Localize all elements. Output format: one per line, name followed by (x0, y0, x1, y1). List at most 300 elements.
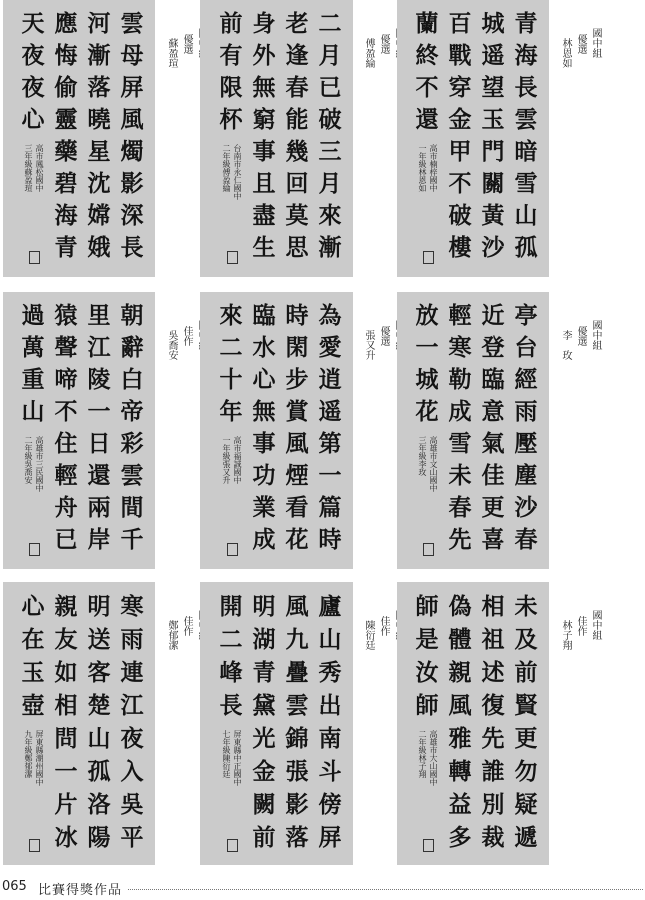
calligraphy-column (18, 8, 48, 264)
calligraphy-character: 辭 (120, 334, 144, 361)
signature-line: 屏東縣潮州國中 (35, 730, 44, 786)
calligraphy-character: 一 (54, 758, 78, 785)
calligraphy-text (411, 300, 541, 556)
calligraphy-character: 嫦 (87, 202, 111, 229)
calligraphy-character: 幾 (285, 138, 309, 165)
calligraphy-character: 江 (120, 692, 144, 719)
calligraphy-character: 親 (448, 659, 472, 686)
calligraphy-character: 二 (318, 10, 342, 37)
seal-stamp (29, 839, 40, 852)
calligraphy-character: 祖 (481, 626, 505, 653)
calligraphy-character: 終 (415, 42, 439, 69)
calligraphy-character: 青 (252, 659, 276, 686)
award-label (558, 610, 603, 650)
calligraphy-character: 且 (252, 170, 276, 197)
calligraphy-character: 別 (481, 791, 505, 818)
calligraphy-column (51, 300, 81, 556)
calligraphy-column (412, 300, 442, 556)
calligraphy-character: 亭 (514, 302, 538, 329)
calligraphy-character: 吳 (120, 791, 144, 818)
calligraphy-character: 母 (120, 42, 144, 69)
calligraphy-character: 山 (21, 398, 45, 425)
artist-signature (222, 436, 242, 484)
signature-line: 高雄市大山國中 (429, 730, 438, 786)
calligraphy-character: 來 (219, 302, 243, 329)
calligraphy-character: 春 (285, 74, 309, 101)
calligraphy-character: 風 (285, 593, 309, 620)
signature-line: 三年級蘇盈瑄 (24, 144, 33, 192)
calligraphy-character: 無 (252, 74, 276, 101)
award-level: 優選 (378, 326, 389, 346)
calligraphy-character: 誰 (481, 758, 505, 785)
calligraphy-character: 風 (448, 692, 472, 719)
calligraphy-character: 述 (481, 659, 505, 686)
calligraphy-character: 錦 (285, 725, 309, 752)
calligraphy-panel (200, 0, 353, 277)
calligraphy-column (216, 300, 246, 556)
calligraphy-character: 已 (318, 74, 342, 101)
calligraphy-character: 成 (448, 398, 472, 425)
calligraphy-character: 曉 (87, 106, 111, 133)
calligraphy-character: 還 (415, 106, 439, 133)
calligraphy-character: 白 (120, 366, 144, 393)
calligraphy-character: 長 (514, 74, 538, 101)
calligraphy-character: 傍 (318, 791, 342, 818)
calligraphy-character: 出 (318, 692, 342, 719)
award-level: 優選 (575, 326, 586, 346)
calligraphy-character: 盡 (252, 202, 276, 229)
calligraphy-character: 金 (252, 758, 276, 785)
calligraphy-character: 意 (481, 398, 505, 425)
calligraphy-character: 先 (448, 526, 472, 553)
signature-line: 高市楠梓國中 (429, 144, 438, 192)
calligraphy-character: 猿 (54, 302, 78, 329)
calligraphy-character: 一 (318, 462, 342, 489)
calligraphy-character: 不 (54, 398, 78, 425)
calligraphy-character: 九 (285, 626, 309, 653)
calligraphy-character: 岸 (87, 526, 111, 553)
seal-stamp (423, 839, 434, 852)
signature-line: 高市鳳松國中 (35, 144, 44, 192)
calligraphy-character: 前 (252, 824, 276, 851)
award-group: 國中組 (590, 320, 601, 350)
calligraphy-character: 里 (87, 302, 111, 329)
calligraphy-character: 汝 (415, 659, 439, 686)
calligraphy-character: 體 (448, 626, 472, 653)
calligraphy-character: 前 (514, 659, 538, 686)
award-level: 佳作 (181, 616, 192, 636)
calligraphy-character: 二 (219, 626, 243, 653)
calligraphy-character: 遥 (481, 42, 505, 69)
calligraphy-character: 壺 (21, 692, 45, 719)
calligraphy-character: 啼 (54, 366, 78, 393)
calligraphy-character: 暗 (514, 138, 538, 165)
calligraphy-character: 落 (87, 74, 111, 101)
calligraphy-character: 影 (285, 791, 309, 818)
calligraphy-character: 日 (87, 430, 111, 457)
calligraphy-character: 光 (252, 725, 276, 752)
signature-line: 三年級李玫 (418, 436, 427, 476)
calligraphy-character: 無 (252, 398, 276, 425)
calligraphy-column (282, 300, 312, 556)
calligraphy-column (478, 300, 508, 556)
calligraphy-character: 未 (514, 593, 538, 620)
calligraphy-character: 篇 (318, 494, 342, 521)
calligraphy-character: 身 (252, 10, 276, 37)
calligraphy-character: 是 (415, 626, 439, 653)
calligraphy-character: 南 (318, 725, 342, 752)
calligraphy-column (216, 8, 246, 264)
seal-stamp (423, 251, 434, 264)
calligraphy-character: 喜 (481, 526, 505, 553)
calligraphy-character: 窮 (252, 106, 276, 133)
calligraphy-column (478, 590, 508, 854)
calligraphy-character: 經 (514, 366, 538, 393)
signature-line: 高市福誠國中 (233, 436, 242, 484)
calligraphy-character: 漸 (87, 42, 111, 69)
calligraphy-character: 風 (285, 430, 309, 457)
artist-name: 蘇盈瑄 (166, 38, 177, 68)
calligraphy-character: 青 (54, 234, 78, 261)
calligraphy-character: 不 (448, 170, 472, 197)
calligraphy-character: 師 (415, 593, 439, 620)
calligraphy-character: 十 (219, 366, 243, 393)
calligraphy-character: 明 (252, 593, 276, 620)
footer-dotted-rule (128, 889, 643, 890)
calligraphy-character: 為 (318, 302, 342, 329)
calligraphy-character: 天 (21, 10, 45, 37)
calligraphy-character: 送 (87, 626, 111, 653)
signature-line: 高雄市三民國中 (35, 436, 44, 492)
artist-name: 李 玫 (560, 330, 571, 360)
calligraphy-character: 疑 (514, 791, 538, 818)
calligraphy-character: 先 (481, 725, 505, 752)
calligraphy-character: 長 (120, 234, 144, 261)
calligraphy-character: 山 (87, 725, 111, 752)
calligraphy-character: 花 (285, 526, 309, 553)
artist-signature (418, 436, 438, 492)
calligraphy-character: 輕 (448, 302, 472, 329)
calligraphy-text (215, 590, 345, 854)
calligraphy-panel (200, 292, 353, 569)
calligraphy-character: 峰 (219, 659, 243, 686)
award-group: 國中組 (590, 28, 601, 58)
calligraphy-character: 間 (120, 494, 144, 521)
calligraphy-character: 明 (87, 593, 111, 620)
calligraphy-character: 山 (514, 202, 538, 229)
calligraphy-character: 功 (252, 462, 276, 489)
award-label (558, 320, 603, 360)
calligraphy-character: 楚 (87, 692, 111, 719)
calligraphy-character: 步 (285, 366, 309, 393)
calligraphy-character: 千 (120, 526, 144, 553)
calligraphy-character: 莫 (285, 202, 309, 229)
calligraphy-character: 雲 (120, 10, 144, 37)
artist-name: 鄭郁潔 (166, 620, 177, 650)
calligraphy-character: 客 (87, 659, 111, 686)
calligraphy-character: 問 (54, 725, 78, 752)
calligraphy-character: 逍 (318, 366, 342, 393)
calligraphy-character: 有 (219, 42, 243, 69)
calligraphy-column (249, 590, 279, 854)
calligraphy-character: 賢 (514, 692, 538, 719)
calligraphy-panel (3, 582, 155, 865)
calligraphy-column (84, 300, 114, 556)
calligraphy-character: 心 (252, 366, 276, 393)
calligraphy-character: 雲 (514, 106, 538, 133)
calligraphy-text (215, 8, 345, 264)
calligraphy-panel (200, 582, 353, 865)
calligraphy-character: 能 (285, 106, 309, 133)
calligraphy-character: 雲 (285, 692, 309, 719)
calligraphy-column (84, 590, 114, 854)
calligraphy-character: 成 (252, 526, 276, 553)
award-level: 優選 (575, 34, 586, 54)
calligraphy-character: 心 (21, 593, 45, 620)
seal-stamp (227, 543, 238, 556)
calligraphy-character: 偽 (448, 593, 472, 620)
calligraphy-character: 破 (448, 202, 472, 229)
award-level: 優選 (378, 34, 389, 54)
calligraphy-character: 親 (54, 593, 78, 620)
calligraphy-column (117, 300, 147, 556)
calligraphy-character: 回 (285, 170, 309, 197)
calligraphy-character: 相 (54, 692, 78, 719)
calligraphy-character: 雪 (514, 170, 538, 197)
artist-name: 張又升 (363, 330, 374, 360)
calligraphy-character: 孤 (87, 758, 111, 785)
calligraphy-character: 事 (252, 430, 276, 457)
calligraphy-character: 生 (252, 234, 276, 261)
calligraphy-character: 寒 (120, 593, 144, 620)
calligraphy-character: 佳 (481, 462, 505, 489)
calligraphy-character: 屏 (318, 824, 342, 851)
calligraphy-character: 湖 (252, 626, 276, 653)
calligraphy-character: 三 (318, 138, 342, 165)
seal-stamp (29, 251, 40, 264)
calligraphy-column (412, 8, 442, 264)
calligraphy-character: 閑 (285, 334, 309, 361)
calligraphy-column (18, 300, 48, 556)
calligraphy-column (117, 590, 147, 854)
calligraphy-character: 孤 (514, 234, 538, 261)
calligraphy-column (315, 300, 345, 556)
calligraphy-character: 青 (514, 10, 538, 37)
calligraphy-character: 玉 (481, 106, 505, 133)
calligraphy-character: 藥 (54, 138, 78, 165)
calligraphy-character: 時 (318, 526, 342, 553)
calligraphy-character: 闕 (252, 791, 276, 818)
award-label (558, 28, 603, 68)
calligraphy-column (511, 8, 541, 264)
calligraphy-character: 輕 (54, 462, 78, 489)
signature-line: 高雄市文山國中 (429, 436, 438, 492)
calligraphy-character: 海 (54, 202, 78, 229)
signature-line: 屏東縣中正國中 (233, 730, 242, 786)
calligraphy-character: 住 (54, 430, 78, 457)
calligraphy-character: 逢 (285, 42, 309, 69)
calligraphy-character: 裁 (481, 824, 505, 851)
calligraphy-column (249, 300, 279, 556)
calligraphy-character: 雪 (448, 430, 472, 457)
signature-line: 台南市永仁國中 (233, 144, 242, 200)
calligraphy-character: 限 (219, 74, 243, 101)
calligraphy-character: 外 (252, 42, 276, 69)
calligraphy-character: 帝 (120, 398, 144, 425)
calligraphy-character: 張 (285, 758, 309, 785)
calligraphy-character: 時 (285, 302, 309, 329)
artist-name: 傅盈綸 (363, 38, 374, 68)
signature-line: 七年級陳衍廷 (222, 730, 231, 778)
calligraphy-character: 彩 (120, 430, 144, 457)
calligraphy-character: 偷 (54, 74, 78, 101)
calligraphy-character: 沈 (87, 170, 111, 197)
calligraphy-character: 在 (21, 626, 45, 653)
calligraphy-character: 應 (54, 10, 78, 37)
calligraphy-character: 金 (448, 106, 472, 133)
calligraphy-character: 入 (120, 758, 144, 785)
calligraphy-character: 杯 (219, 106, 243, 133)
calligraphy-character: 看 (285, 494, 309, 521)
calligraphy-character: 還 (87, 462, 111, 489)
artist-signature (418, 730, 438, 786)
calligraphy-panel (397, 0, 549, 277)
calligraphy-character: 雅 (448, 725, 472, 752)
award-level: 佳作 (181, 326, 192, 346)
calligraphy-column (445, 300, 475, 556)
calligraphy-column (315, 8, 345, 264)
calligraphy-column (511, 300, 541, 556)
calligraphy-panel (3, 0, 155, 277)
calligraphy-character: 百 (448, 10, 472, 37)
calligraphy-character: 思 (285, 234, 309, 261)
calligraphy-text (411, 590, 541, 854)
calligraphy-character: 星 (87, 138, 111, 165)
calligraphy-character: 夜 (21, 42, 45, 69)
calligraphy-character: 遥 (318, 398, 342, 425)
calligraphy-character: 山 (318, 626, 342, 653)
calligraphy-character: 台 (514, 334, 538, 361)
calligraphy-character: 屏 (120, 74, 144, 101)
calligraphy-character: 如 (54, 659, 78, 686)
calligraphy-character: 海 (514, 42, 538, 69)
calligraphy-text (17, 8, 147, 264)
calligraphy-character: 陵 (87, 366, 111, 393)
calligraphy-character: 愛 (318, 334, 342, 361)
calligraphy-character: 花 (415, 398, 439, 425)
calligraphy-character: 不 (415, 74, 439, 101)
calligraphy-column (445, 8, 475, 264)
calligraphy-character: 長 (219, 692, 243, 719)
calligraphy-character: 秀 (318, 659, 342, 686)
calligraphy-character: 樓 (448, 234, 472, 261)
calligraphy-character: 一 (87, 398, 111, 425)
calligraphy-character: 雲 (120, 462, 144, 489)
calligraphy-character: 塵 (514, 462, 538, 489)
artist-signature (222, 730, 242, 786)
calligraphy-character: 朝 (120, 302, 144, 329)
award-group: 國中組 (590, 610, 601, 640)
calligraphy-character: 來 (318, 202, 342, 229)
calligraphy-column (445, 590, 475, 854)
calligraphy-character: 冰 (54, 824, 78, 851)
calligraphy-column (282, 8, 312, 264)
calligraphy-character: 陽 (87, 824, 111, 851)
calligraphy-column (315, 590, 345, 854)
calligraphy-character: 黃 (481, 202, 505, 229)
artist-signature (24, 436, 44, 492)
calligraphy-character: 燭 (120, 138, 144, 165)
award-level: 優選 (181, 34, 192, 54)
calligraphy-character: 影 (120, 170, 144, 197)
calligraphy-character: 前 (219, 10, 243, 37)
calligraphy-character: 娥 (87, 234, 111, 261)
calligraphy-character: 萬 (21, 334, 45, 361)
calligraphy-character: 兩 (87, 494, 111, 521)
calligraphy-text (215, 300, 345, 556)
calligraphy-character: 平 (120, 824, 144, 851)
page-footer (0, 876, 645, 898)
calligraphy-character: 斗 (318, 758, 342, 785)
calligraphy-character: 臨 (252, 302, 276, 329)
calligraphy-character: 及 (514, 626, 538, 653)
calligraphy-character: 勒 (448, 366, 472, 393)
artist-signature (24, 144, 44, 192)
calligraphy-character: 已 (54, 526, 78, 553)
calligraphy-character: 悔 (54, 42, 78, 69)
calligraphy-character: 第 (318, 430, 342, 457)
calligraphy-character: 月 (318, 42, 342, 69)
calligraphy-character: 業 (252, 494, 276, 521)
calligraphy-character: 煙 (285, 462, 309, 489)
calligraphy-character: 片 (54, 791, 78, 818)
seal-stamp (423, 543, 434, 556)
calligraphy-character: 水 (252, 334, 276, 361)
calligraphy-panel (3, 292, 155, 569)
calligraphy-character: 聲 (54, 334, 78, 361)
calligraphy-character: 甲 (448, 138, 472, 165)
calligraphy-character: 玉 (21, 659, 45, 686)
calligraphy-character: 遞 (514, 824, 538, 851)
calligraphy-character: 復 (481, 692, 505, 719)
calligraphy-character: 年 (219, 398, 243, 425)
calligraphy-character: 舟 (54, 494, 78, 521)
calligraphy-text (17, 300, 147, 556)
calligraphy-character: 賞 (285, 398, 309, 425)
calligraphy-character: 心 (21, 106, 45, 133)
calligraphy-character: 月 (318, 170, 342, 197)
calligraphy-character: 勿 (514, 758, 538, 785)
calligraphy-column (216, 590, 246, 854)
calligraphy-column (18, 590, 48, 854)
calligraphy-character: 放 (415, 302, 439, 329)
calligraphy-character: 河 (87, 10, 111, 37)
calligraphy-character: 落 (285, 824, 309, 851)
calligraphy-character: 深 (120, 202, 144, 229)
calligraphy-column (478, 8, 508, 264)
calligraphy-character: 江 (87, 334, 111, 361)
calligraphy-character: 臨 (481, 366, 505, 393)
calligraphy-character: 關 (481, 170, 505, 197)
calligraphy-character: 洛 (87, 791, 111, 818)
calligraphy-character: 靈 (54, 106, 78, 133)
calligraphy-character: 友 (54, 626, 78, 653)
calligraphy-column (117, 8, 147, 264)
calligraphy-character: 更 (514, 725, 538, 752)
calligraphy-character: 轉 (448, 758, 472, 785)
calligraphy-character: 一 (415, 334, 439, 361)
calligraphy-character: 城 (481, 10, 505, 37)
